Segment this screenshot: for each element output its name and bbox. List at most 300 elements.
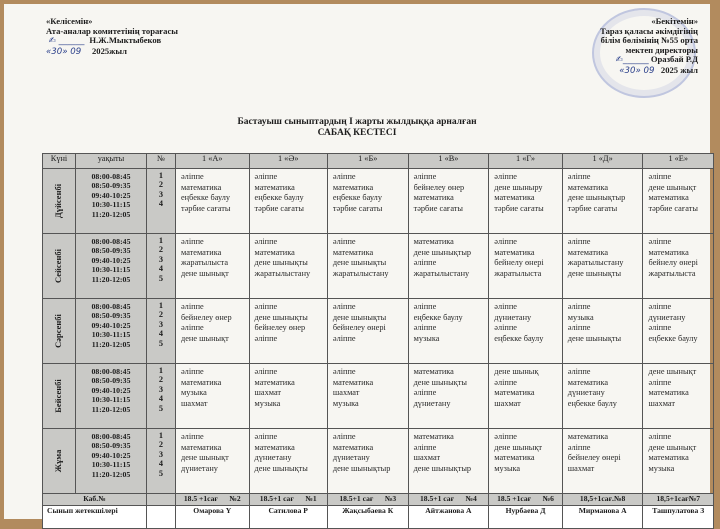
empty-cell	[147, 494, 176, 506]
subject: математика	[413, 193, 454, 203]
subject: дене шынықты	[254, 463, 308, 473]
class-leader-name: Нурбаева Д	[489, 506, 563, 529]
subject: дене шынықты	[254, 258, 308, 268]
lesson-number: 1	[158, 301, 164, 310]
class-schedule-cell	[408, 169, 489, 234]
subject: әліппе	[567, 237, 591, 246]
class-schedule-cell	[176, 299, 250, 364]
agreement-year: 2025жыл	[91, 45, 127, 56]
time-slot: 09:40-10:25	[91, 320, 131, 330]
time-slot: 10:30-11:15	[91, 200, 131, 210]
subject: математика	[494, 193, 535, 203]
time-slot: 09:40-10:25	[91, 385, 131, 395]
time-slot: 08:00-08:45	[91, 432, 131, 441]
times-cell	[76, 429, 147, 494]
subject: әліппе	[332, 432, 356, 441]
subject: математика	[332, 442, 374, 452]
subject: әліппе	[413, 323, 437, 333]
subject: бейнелу өнері	[494, 258, 544, 268]
subject: әліппе	[181, 237, 204, 246]
class-schedule-cell	[489, 234, 563, 299]
class-schedule-cell	[643, 299, 714, 364]
subject: әліппе	[648, 432, 672, 441]
day-name: Жұма	[53, 449, 64, 473]
approval-line-3: білім бөлімінің №55 орта	[600, 35, 698, 46]
column-header: 1 «Е»	[643, 154, 714, 169]
subject: әліппе	[648, 323, 672, 333]
agreement-committee: Ата-аналар комитетінің торағасы	[46, 25, 178, 36]
subject: тәрбие сағаты	[648, 203, 698, 213]
time-slot: 11:20-12:05	[91, 209, 131, 219]
lesson-number: 1	[158, 236, 164, 245]
subject: тәрбие сағаты	[494, 203, 544, 213]
class-schedule-cell	[489, 364, 563, 429]
time-slot: 11:20-12:05	[91, 469, 131, 479]
time-slot: 11:20-12:05	[91, 404, 131, 414]
subject: әліппе	[332, 237, 356, 246]
lesson-number: 4	[158, 264, 164, 274]
class-schedule-cell	[327, 169, 408, 234]
times-cell	[76, 299, 147, 364]
class-schedule-cell	[562, 429, 643, 494]
time-slot: 09:40-10:25	[91, 190, 131, 200]
class-schedule-cell	[643, 234, 714, 299]
time-slot: 08:00-08:45	[91, 172, 131, 181]
subject: еңбекке баулу	[413, 312, 463, 322]
subject: математика	[494, 388, 535, 398]
time-slot: 11:20-12:05	[91, 339, 131, 349]
day-label-cell	[43, 299, 76, 364]
subject: әліппе	[494, 377, 517, 387]
lesson-number: 5	[158, 338, 164, 348]
day-label-cell	[43, 234, 76, 299]
subject: математика	[648, 453, 689, 463]
subject: математика	[254, 247, 295, 257]
subject: музыка	[648, 463, 675, 473]
lesson-number: 1	[158, 366, 164, 375]
time-slot: 10:30-11:15	[91, 330, 131, 340]
subject: дүниетану	[332, 453, 370, 463]
subject: әліппе	[332, 333, 356, 343]
lesson-number: 4	[158, 459, 164, 469]
subject: тәрбие сағаты	[254, 203, 304, 213]
class-schedule-cell	[249, 169, 327, 234]
subject: әліппе	[413, 258, 437, 268]
subject: әліппе	[413, 172, 437, 181]
subject: әліппе	[494, 323, 517, 333]
lesson-number: 2	[158, 440, 164, 450]
subject: дүниетану	[254, 453, 292, 463]
lesson-number: 3	[158, 254, 164, 264]
subject: математика	[181, 442, 222, 452]
class-leader-name: Ташпулатова З	[643, 506, 714, 529]
subject: математика	[254, 377, 295, 387]
lesson-number: 3	[158, 189, 164, 199]
subject: әліппе	[648, 237, 672, 246]
schedule-table	[42, 153, 714, 529]
agreement-heading: «Келісемін»	[46, 16, 93, 26]
subject: дене шынықты	[567, 333, 622, 343]
day-name: Сәрсенбі	[53, 314, 64, 348]
subject: шахмат	[332, 388, 360, 398]
subject: әліппе	[254, 302, 278, 311]
lesson-number: 3	[158, 384, 164, 394]
subject: жаратылыстану	[332, 268, 389, 278]
subject: шахмат	[648, 398, 675, 408]
subject: музыка	[181, 388, 207, 398]
subject: әліппе	[332, 172, 356, 181]
cabinet-value: 18.5 +1сағ №2	[176, 494, 250, 506]
day-label-cell	[43, 429, 76, 494]
time-slot: 08:50-09:35	[91, 311, 131, 321]
subject: математика	[494, 453, 535, 463]
lesson-number: 4	[158, 199, 164, 209]
subject: әліппе	[567, 442, 591, 452]
approval-line-2: Тараз қаласы әкімдігінің	[600, 25, 698, 36]
subject: дене шынықтыр	[413, 247, 472, 257]
document-page	[4, 4, 710, 519]
subject: математика	[413, 367, 454, 376]
day-label-cell	[43, 364, 76, 429]
header-row	[43, 154, 714, 169]
subject: дене шынықты	[332, 312, 387, 322]
subject: музыка	[254, 398, 281, 408]
subject: дүниетану	[648, 312, 686, 322]
class-schedule-cell	[327, 234, 408, 299]
times-cell	[76, 169, 147, 234]
lesson-number: 4	[158, 394, 164, 404]
class-schedule-cell	[562, 299, 643, 364]
subject: дүниетану	[567, 388, 605, 398]
subject: әліппе	[332, 367, 356, 376]
lesson-number: 3	[158, 319, 164, 329]
cabinet-row	[43, 494, 714, 506]
time-slot: 08:50-09:35	[91, 181, 131, 191]
day-row	[43, 234, 714, 299]
subject: дене шынықты	[567, 268, 622, 278]
day-row	[43, 429, 714, 494]
day-label-cell	[43, 169, 76, 234]
subject: еңбекке баулу	[332, 193, 382, 203]
subject: шахмат	[413, 453, 441, 463]
class-schedule-cell	[562, 234, 643, 299]
column-header: №	[147, 154, 176, 169]
cabinet-value: 18.5 +1сағ №6	[489, 494, 563, 506]
subject: әліппе	[254, 172, 278, 181]
subject: бейнелеу өнер	[413, 182, 465, 192]
subject: бейнелу өнері	[648, 258, 698, 268]
class-schedule-cell	[249, 364, 327, 429]
approval-year: 2025 жыл	[660, 64, 698, 75]
subject: шахмат	[567, 463, 595, 473]
subject: математика	[181, 182, 222, 192]
class-schedule-cell	[176, 429, 250, 494]
subject: әліппе	[494, 237, 517, 246]
subject: математика	[567, 247, 609, 257]
day-row	[43, 364, 714, 429]
lesson-number: 5	[158, 468, 164, 478]
subject: бейнелеу өнері	[567, 453, 621, 463]
day-name: Дүйсенбі	[53, 183, 64, 219]
subject: математика	[567, 432, 609, 441]
lesson-numbers-cell	[147, 169, 176, 234]
time-slot: 08:50-09:35	[91, 246, 131, 256]
class-schedule-cell	[176, 169, 250, 234]
column-header: уақыты	[76, 154, 147, 169]
subject: тәрбие сағаты	[413, 203, 463, 213]
subject: музыка	[332, 398, 359, 408]
subject: дене шыныру	[494, 182, 543, 192]
subject: жаратылыстану	[254, 268, 311, 278]
cabinet-value: 18,5+1сағ№7	[643, 494, 714, 506]
subject: бейнелеу өнер	[254, 323, 306, 333]
subject: жаратылыста	[494, 268, 542, 278]
subject: дене шынықты	[332, 258, 387, 268]
subject: дене шынықтыр	[332, 463, 391, 473]
agreement-date-handwritten: «30» 09	[46, 46, 82, 57]
subject: әліппе	[254, 367, 278, 376]
class-leader-name: Мирманова А	[562, 506, 643, 529]
subject: әліппе	[567, 367, 591, 376]
class-schedule-cell	[489, 169, 563, 234]
day-name: Сейсенбі	[53, 248, 64, 284]
time-slot: 10:30-11:15	[91, 265, 131, 275]
empty-cell	[147, 506, 176, 529]
subject: дене шынықтыр	[413, 463, 472, 473]
title-line-1: Бастауыш сыныптардың I жарты жылдыққа арналған	[237, 117, 477, 127]
subject: математика	[413, 432, 454, 441]
subject: еңбекке баулу	[254, 193, 304, 203]
lesson-number: 2	[158, 310, 164, 320]
subject: математика	[332, 247, 374, 257]
subject: әліппе	[648, 377, 672, 387]
lesson-number: 2	[158, 375, 164, 385]
subject: музыка	[494, 463, 521, 473]
agreement-block	[46, 17, 178, 57]
day-row	[43, 169, 714, 234]
subject: тәрбие сағаты	[332, 203, 383, 213]
lesson-number: 3	[158, 449, 164, 459]
column-header: Күні	[43, 154, 76, 169]
lesson-number: 1	[158, 171, 164, 180]
class-schedule-cell	[327, 299, 408, 364]
lesson-number: 5	[158, 273, 164, 283]
class-leader-name: Сатилова Р	[249, 506, 327, 529]
subject: әліппе	[181, 367, 204, 376]
subject: дене шынықт	[648, 442, 697, 452]
subject: әліппе	[181, 302, 204, 311]
approval-heading: «Бекітемін»	[651, 16, 698, 26]
subject: бейнелеу өнер	[181, 312, 232, 322]
class-schedule-cell	[176, 234, 250, 299]
class-schedule-cell	[249, 234, 327, 299]
subject: әліппе	[494, 432, 517, 441]
subject: әліппе	[181, 172, 204, 181]
subject: тәрбие сағаты	[567, 203, 618, 213]
handwritten-signature-icon: ✍︎ ______	[46, 36, 88, 47]
class-schedule-cell	[249, 429, 327, 494]
subject: жаратылыста	[648, 268, 696, 278]
subject: бейнелеу өнері	[332, 323, 386, 333]
subject: еңбекке баулу	[181, 193, 231, 203]
lesson-numbers-cell	[147, 299, 176, 364]
subject: математика	[332, 182, 374, 192]
subject: дене шынықтыр	[567, 193, 626, 203]
class-schedule-cell	[408, 234, 489, 299]
lesson-number: 4	[158, 329, 164, 339]
column-header: 1 «Г»	[489, 154, 563, 169]
subject: әліппе	[254, 237, 278, 246]
approval-line-4: мектеп директоры	[625, 44, 698, 55]
subject: әліппе	[567, 323, 591, 333]
time-slot: 10:30-11:15	[91, 460, 131, 470]
subject: дене шынықт	[181, 453, 229, 463]
class-leaders-label: Сынып жетекшілері	[43, 506, 147, 529]
class-leader-name: Омарова Ү	[176, 506, 250, 529]
class-leaders-row	[43, 506, 714, 529]
time-slot: 08:50-09:35	[91, 441, 131, 451]
subject: шахмат	[254, 388, 282, 398]
subject: әліппе	[413, 302, 437, 311]
agreement-date-line	[46, 47, 178, 58]
class-schedule-cell	[176, 364, 250, 429]
subject: әліппе	[181, 432, 204, 441]
subject: дене шынықт	[648, 367, 697, 376]
subject: шахмат	[494, 398, 521, 408]
subject: дүниетану	[413, 398, 451, 408]
lesson-number: 1	[158, 431, 164, 440]
subject: әліппе	[413, 388, 437, 398]
lesson-numbers-cell	[147, 429, 176, 494]
subject: әліппе	[254, 333, 278, 343]
subject: математика	[648, 193, 689, 203]
cabinet-value: 18.5+1 сағ №4	[408, 494, 489, 506]
subject: әліппе	[181, 323, 204, 333]
subject: дене шынық	[494, 367, 539, 376]
time-slot: 09:40-10:25	[91, 450, 131, 460]
times-cell	[76, 364, 147, 429]
subject: математика	[181, 377, 222, 387]
approval-block	[600, 17, 698, 77]
lesson-numbers-cell	[147, 234, 176, 299]
subject: дүниетану	[494, 312, 532, 322]
class-schedule-cell	[408, 299, 489, 364]
column-header: 1 «А»	[176, 154, 250, 169]
subject: әліппе	[494, 172, 517, 181]
time-slot: 08:50-09:35	[91, 376, 131, 386]
approval-signatory: Оразбай Р.Д	[650, 54, 698, 65]
cabinet-label: Каб.№	[43, 494, 147, 506]
subject: дене шынықт	[181, 333, 229, 343]
approval-date-handwritten: «30» 09	[619, 65, 655, 76]
subject: әліппе	[648, 172, 672, 181]
subject: тәрбие сағаты	[181, 203, 231, 213]
subject: математика	[648, 388, 689, 398]
subject: еңбекке баулу	[648, 333, 698, 343]
column-header: 1 «Д»	[562, 154, 643, 169]
subject: әліппе	[567, 302, 591, 311]
time-slot: 11:20-12:05	[91, 274, 131, 284]
time-slot: 10:30-11:15	[91, 395, 131, 405]
class-schedule-cell	[408, 364, 489, 429]
class-schedule-cell	[643, 169, 714, 234]
schedule-body	[43, 169, 714, 529]
approval-date-line	[600, 66, 698, 77]
column-header: 1 «В»	[408, 154, 489, 169]
class-leader-name: Жақсыбаева К	[327, 506, 408, 529]
subject: дене шынықт	[494, 442, 543, 452]
subject: математика	[567, 377, 609, 387]
subject: математика	[181, 247, 222, 257]
lesson-number: 2	[158, 245, 164, 255]
page-title	[4, 117, 710, 139]
subject: математика	[332, 377, 374, 387]
time-slot: 08:00-08:45	[91, 302, 131, 311]
subject: әліппе	[254, 432, 278, 441]
class-schedule-cell	[489, 429, 563, 494]
subject: әліппе	[332, 302, 356, 311]
subject: математика	[494, 247, 535, 257]
class-schedule-cell	[249, 299, 327, 364]
column-header: 1 «Ә»	[249, 154, 327, 169]
class-schedule-cell	[562, 364, 643, 429]
subject: әліппе	[413, 442, 437, 452]
time-slot: 08:00-08:45	[91, 367, 131, 376]
column-header: 1 «Б»	[327, 154, 408, 169]
class-schedule-cell	[327, 364, 408, 429]
subject: еңбекке баулу	[494, 333, 544, 343]
subject: математика	[648, 247, 689, 257]
subject: дене шынықты	[413, 377, 467, 387]
agreement-signatory: Н.Ж.Мыктыбеков	[89, 35, 162, 46]
subject: еңбекке баулу	[567, 398, 617, 408]
class-schedule-cell	[489, 299, 563, 364]
subject: әліппе	[494, 302, 517, 311]
subject: жаратылыста	[181, 258, 229, 268]
day-row	[43, 299, 714, 364]
subject: музыка	[567, 312, 594, 322]
class-schedule-cell	[562, 169, 643, 234]
subject: музыка	[413, 333, 440, 343]
class-schedule-cell	[408, 429, 489, 494]
subject: жаратылыстану	[567, 258, 624, 268]
lesson-number: 2	[158, 180, 164, 190]
title-line-2: САБАҚ КЕСТЕСІ	[317, 128, 397, 138]
subject: математика	[254, 182, 295, 192]
subject: математика	[413, 237, 454, 246]
time-slot: 08:00-08:45	[91, 237, 131, 246]
subject: жаратылыстану	[413, 268, 470, 278]
class-schedule-cell	[643, 364, 714, 429]
class-schedule-cell	[643, 429, 714, 494]
subject: әліппе	[567, 172, 591, 181]
subject: әліппе	[648, 302, 672, 311]
subject: дене шынықт	[648, 182, 697, 192]
subject: дене шынықты	[254, 312, 308, 322]
subject: математика	[567, 182, 609, 192]
handwritten-signature-icon: ✍︎______	[615, 55, 649, 66]
time-slot: 09:40-10:25	[91, 255, 131, 265]
class-leader-name: Айтжанова А	[408, 506, 489, 529]
lesson-number: 5	[158, 403, 164, 413]
subject: шахмат	[181, 398, 208, 408]
subject: дене шынықт	[181, 268, 229, 278]
cabinet-value: 18.5+1 сағ №1	[249, 494, 327, 506]
cabinet-value: 18,5+1сағ.№8	[562, 494, 643, 506]
times-cell	[76, 234, 147, 299]
cabinet-value: 18.5+1 сағ №3	[327, 494, 408, 506]
subject: математика	[254, 442, 295, 452]
